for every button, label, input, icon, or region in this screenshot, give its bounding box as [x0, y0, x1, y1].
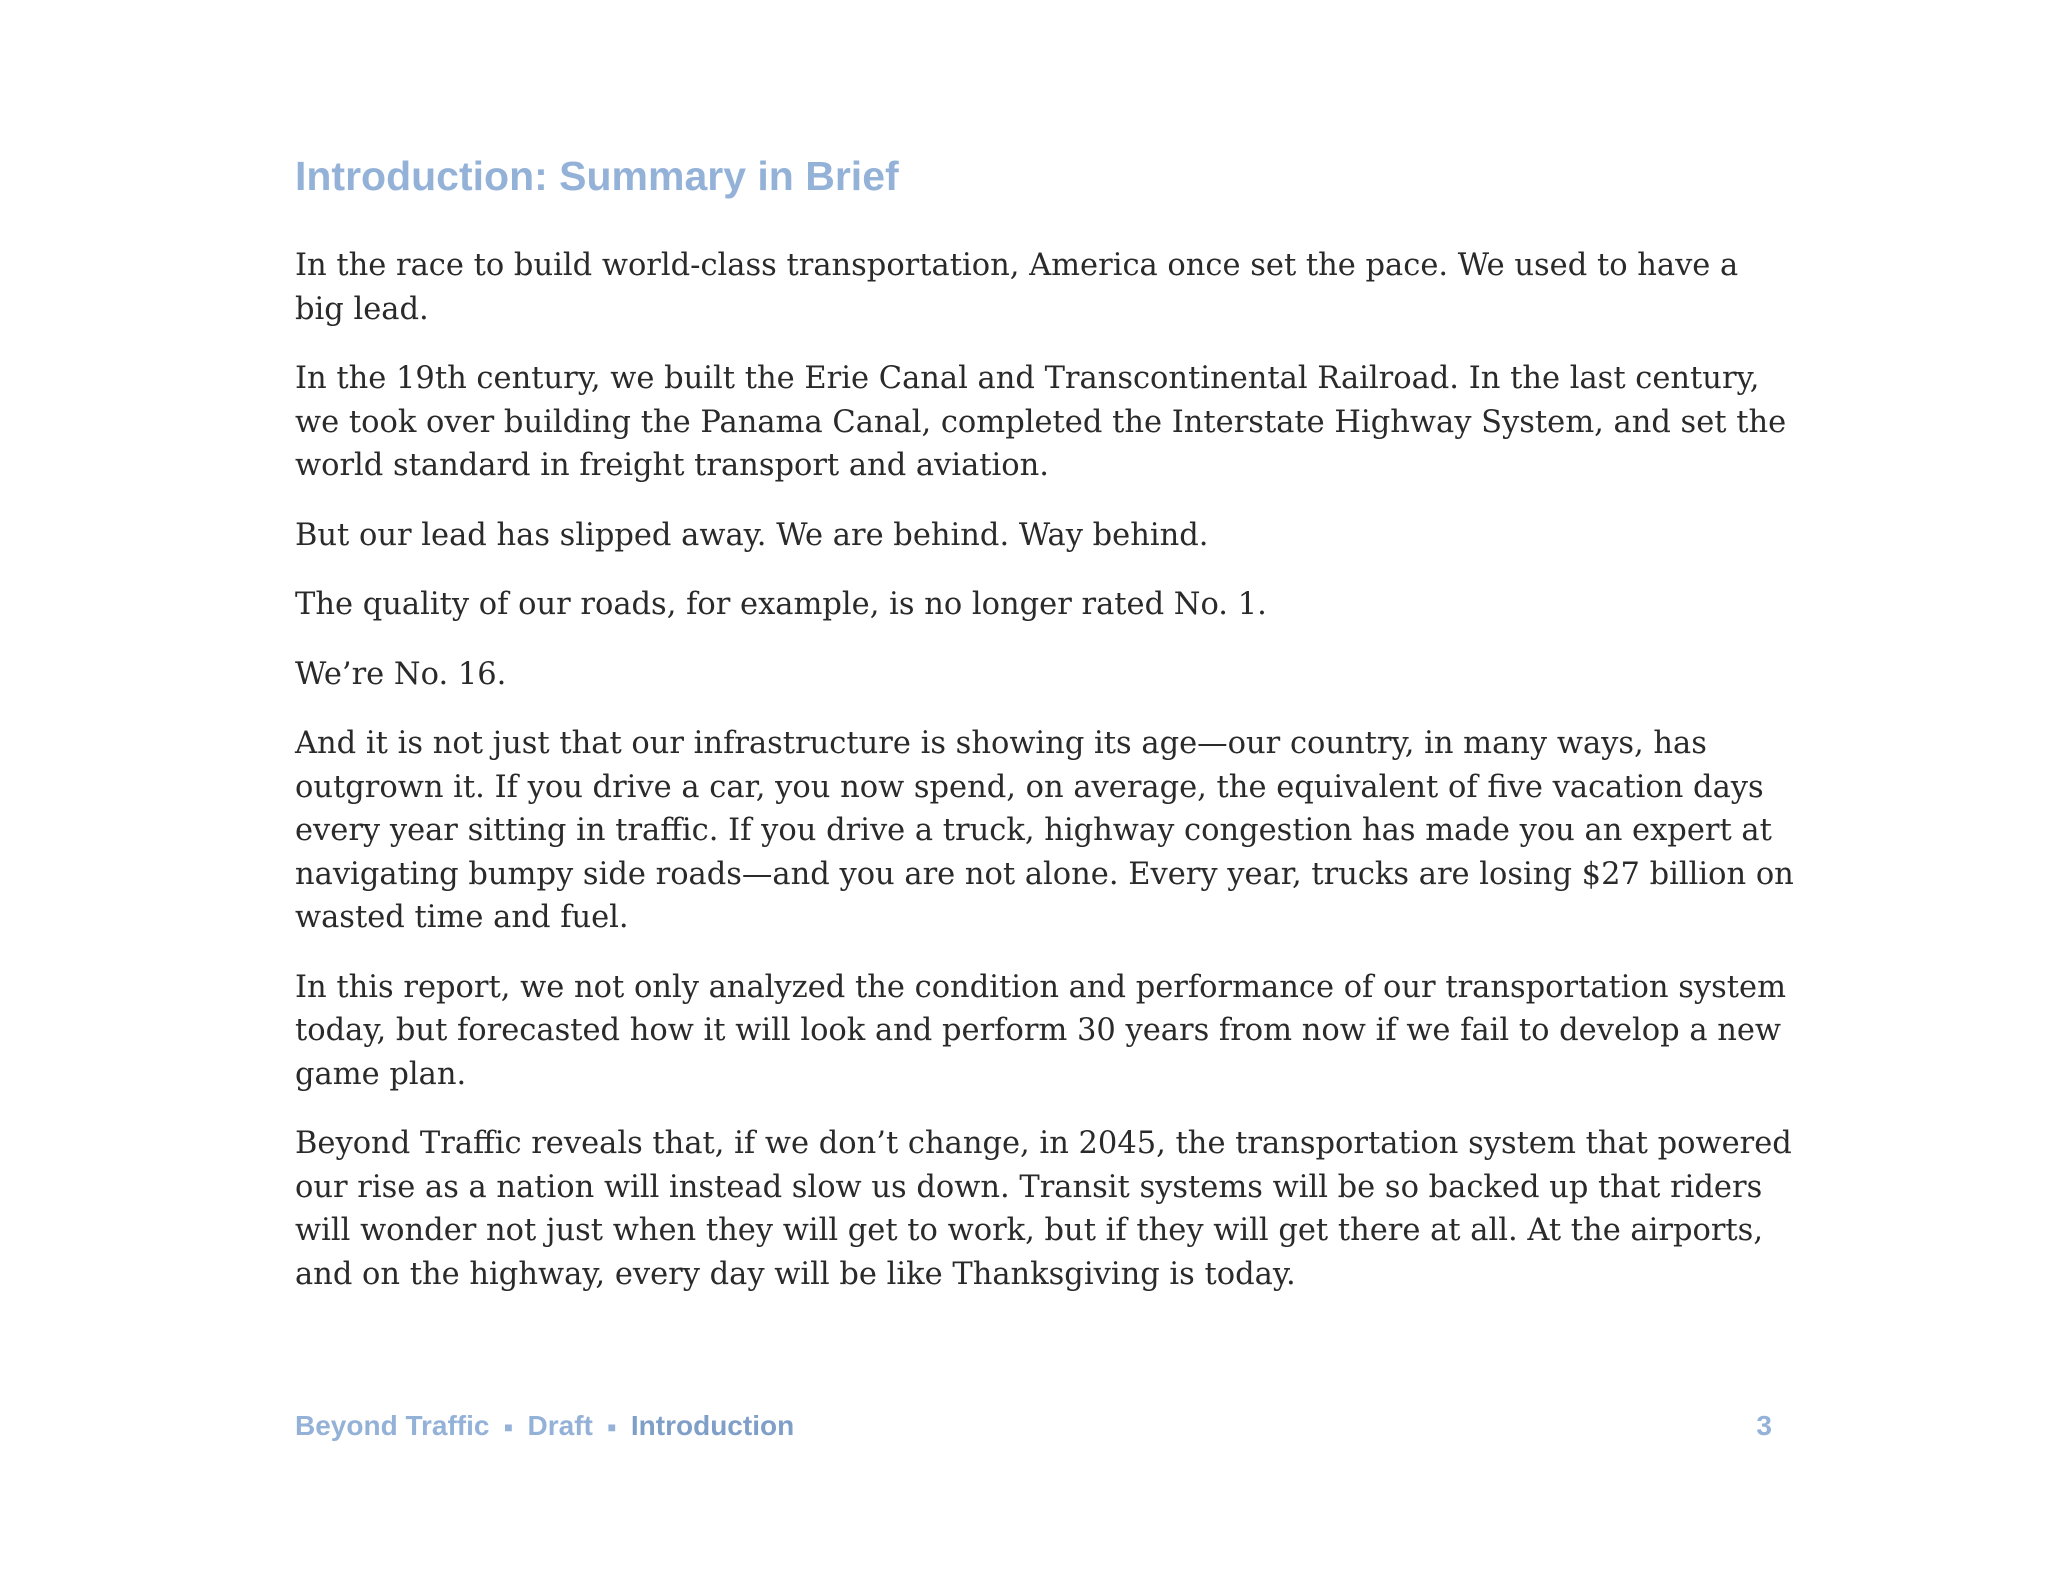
page-footer — [295, 1404, 1772, 1448]
paragraph: In the 19th century, we built the Erie Canal and Transcontinental Railroad. In the last century, we took over building the Panama Canal, completed the Interstate Highway System, and set the world standard in freight transport and aviation. — [295, 361, 1787, 483]
footer-separator-icon: ■ — [607, 1419, 617, 1435]
paragraph: And it is not just that our infrastructure is showing its age—our country, in many ways, has outgrown it. If you drive a car, you now spend, on average, the equivalent of five vacation days every year sitting in traffic. If you drive a truck, highway congestion has made you an expert at navigating bumpy side roads—and you are not alone. Every year, trucks are losing $27 billion on wasted time and fuel. — [295, 726, 1794, 935]
footer-title: Beyond Traffic — [295, 1410, 490, 1441]
paragraph: But our lead has slipped away. We are behind. Way behind. — [295, 517, 1209, 553]
page-number: 3 — [1756, 1410, 1772, 1441]
paragraph: The quality of our roads, for example, is no longer rated No. 1. — [295, 587, 1267, 622]
page-heading: Introduction: Summary in Brief — [295, 153, 899, 199]
footer-separator-icon: ■ — [504, 1419, 513, 1435]
body-text — [295, 244, 1795, 1322]
paragraph: Beyond Traffic reveals that, if we don’t change, in 2045, the transportation system that powered our rise as a nation will instead slow us down. Transit systems will be so backed up that riders will wonder not just when they will get to work, but if they will get there at all. At the airports, and on the highway, every day will be like Thanksgiving is today. — [295, 1126, 1792, 1292]
paragraph: In the race to build world-class transportation, America once set the pace. We used to have a big lead. — [295, 248, 1739, 327]
footer-status: Draft — [527, 1410, 593, 1441]
paragraph: We’re No. 16. — [295, 656, 507, 692]
paragraph: In this report, we not only analyzed the condition and performance of our transportation system today, but forecasted how it will look and perform 30 years from now if we fail to develop a new game plan. — [295, 969, 1787, 1092]
footer-section: Introduction — [630, 1410, 795, 1441]
footer-running-title — [295, 1404, 794, 1449]
